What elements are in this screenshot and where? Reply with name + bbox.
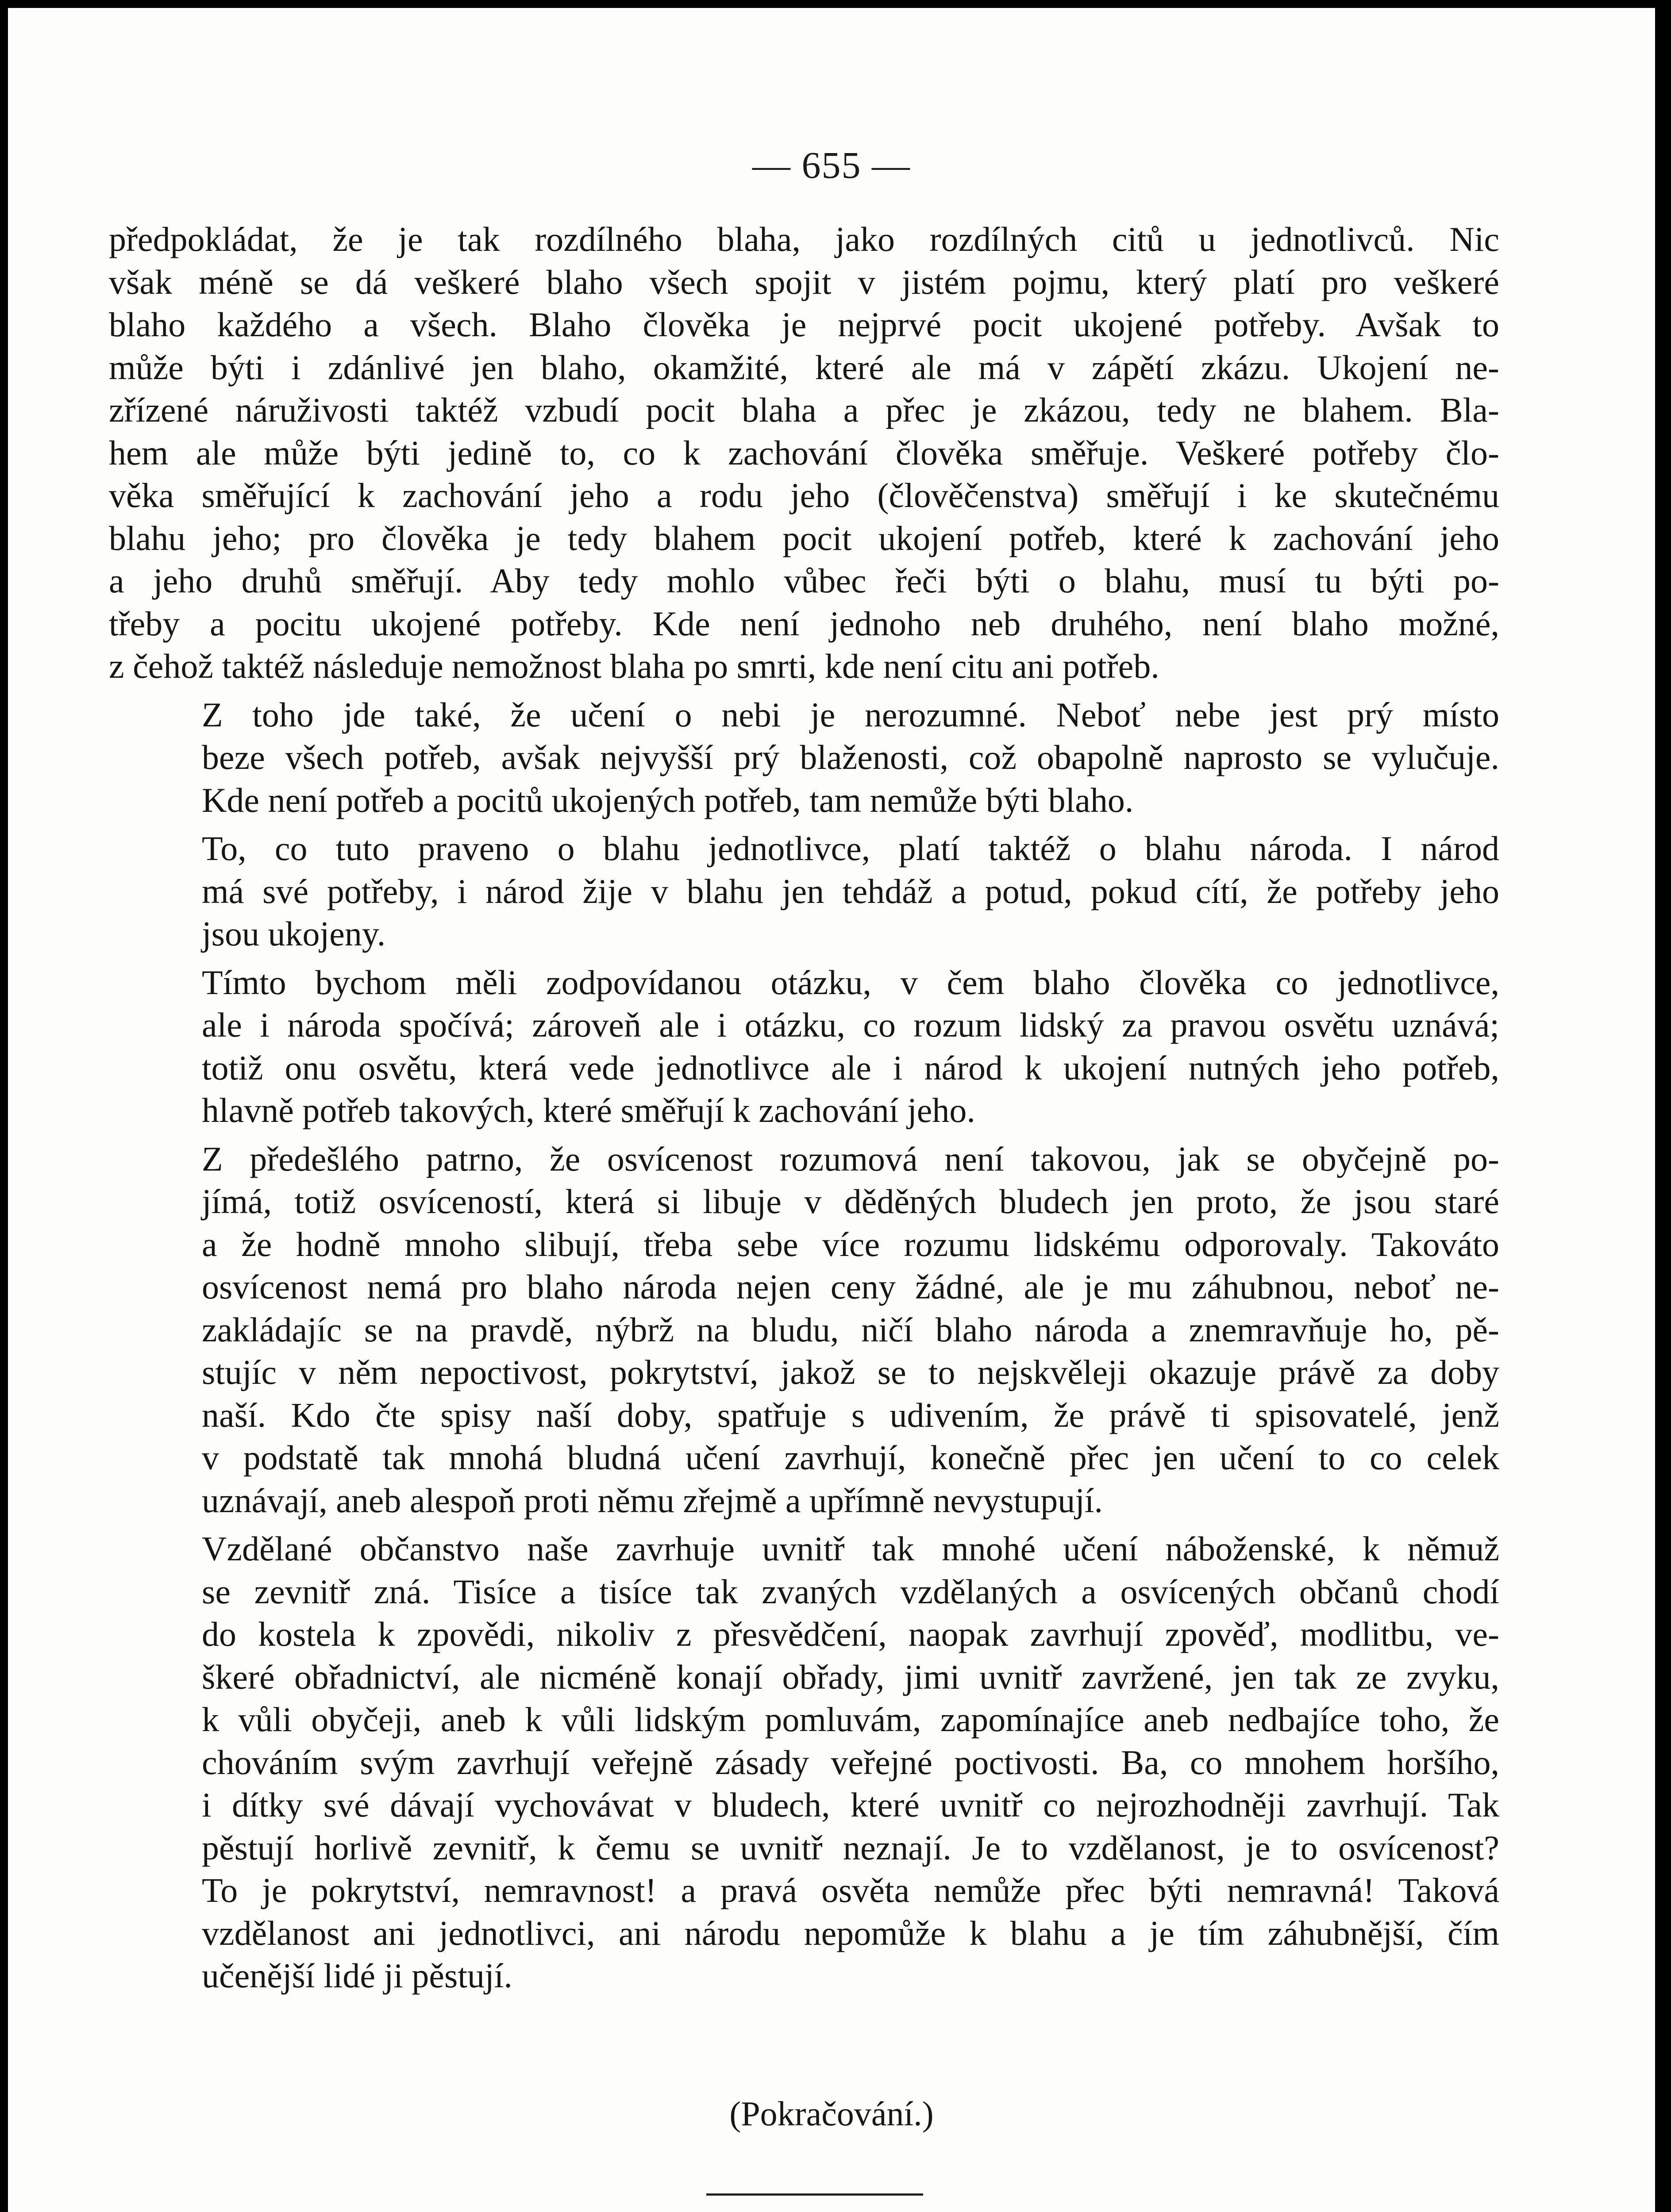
text-line: věka směřující k zachování jeho a rodu jeho (člověčenstva) směřují i ke skutečnému xyxy=(109,476,1499,515)
text-line: totiž onu osvětu, která vede jednotlivce ale i národ k ukojení nutných jeho potřeb, xyxy=(202,1048,1499,1087)
end-rule xyxy=(706,2193,923,2196)
paragraph xyxy=(109,694,1499,822)
text-line: však méně se dá veškeré blaho všech spojit v jistém pojmu, který platí pro veškeré xyxy=(109,262,1499,301)
text-line: Tímto bychom měli zodpovídanou otázku, v čem blaho člověka co jednotlivce, xyxy=(202,963,1499,1002)
text-line: blahu jeho; pro člověka je tedy blahem pocit ukojení potřeb, které k zachování jeho xyxy=(109,518,1499,557)
text-line: stujíc v něm nepoctivost, pokrytství, jakož se to nejskvěleji okazuje právě za doby xyxy=(202,1353,1499,1391)
text-line: třeby a pocitu ukojené potřeby. Kde není jednoho neb druhého, není blaho možné, xyxy=(109,604,1499,643)
paragraph xyxy=(109,1528,1499,1997)
text-line: To, co tuto praveno o blahu jednotlivce, platí taktéž o blahu národa. I národ xyxy=(202,829,1499,868)
text-line: a že hodně mnoho slibují, třeba sebe více rozumu lidskému odporovaly. Takováto xyxy=(202,1225,1499,1263)
text-line: může býti i zdánlivé jen blaho, okamžité, které ale má v zápětí zkázu. Ukojení ne- xyxy=(109,348,1499,387)
text-line: hem ale může býti jedině to, co k zachování člověka směřuje. Veškeré potřeby člo- xyxy=(109,433,1499,472)
text-line: To je pokrytství, nemravnost! a pravá osvěta nemůže přec býti nemravná! Taková xyxy=(202,1871,1499,1909)
text-line: k vůli obyčeji, aneb k vůli lidským pomluvám, zapomínajíce aneb nedbajíce toho, že xyxy=(202,1700,1499,1739)
text-line: Z předešlého patrno, že osvícenost rozumová není takovou, jak se obyčejně po- xyxy=(202,1139,1499,1178)
text-line: má své potřeby, i národ žije v blahu jen tehdáž a potud, pokud cítí, že potřeby jeho xyxy=(202,872,1499,910)
text-line: z čehož taktéž následuje nemožnost blaha po smrti, kde není citu ani potřeb. xyxy=(109,647,1159,685)
page-sheet xyxy=(8,8,1655,2212)
article-body xyxy=(109,218,1499,2003)
text-line: ale i národa spočívá; zároveň ale i otázku, co rozum lidský za pravou osvětu uznává; xyxy=(202,1006,1499,1044)
text-line: pěstují horlivě zevnitř, k čemu se uvnitř neznají. Je to vzdělanost, je to osvícenost? xyxy=(202,1828,1499,1867)
text-line: Z toho jde také, že učení o nebi je nerozumné. Neboť nebe jest prý místo xyxy=(202,695,1499,734)
text-line: chováním svým zavrhují veřejně zásady veřejné poctivosti. Ba, co mnohem horšího, xyxy=(202,1743,1499,1782)
text-line: předpokládat, že je tak rozdílného blaha, jako rozdílných citů u jednotlivců. Nic xyxy=(109,220,1499,258)
text-line: Kde není potřeb a pocitů ukojených potřeb, tam nemůže býti blaho. xyxy=(202,780,1134,819)
text-line: do kostela k zpovědi, nikoliv z přesvědčení, naopak zavrhují zpověď, modlitbu, ve- xyxy=(202,1615,1499,1653)
text-line: škeré obřadnictví, ale nicméně konají obřady, jimi uvnitř zavržené, jen tak ze zvyku, xyxy=(202,1657,1499,1696)
text-line: v podstatě tak mnohá bludná učení zavrhují, konečně přec jen učení to co celek xyxy=(202,1438,1499,1477)
text-line: beze všech potřeb, avšak nejvyšší prý blaženosti, což obapolně naprosto se vylučuje. xyxy=(202,738,1499,776)
text-line: naší. Kdo čte spisy naší doby, spatřuje s udivením, že právě ti spisovatelé, jenž xyxy=(202,1395,1499,1434)
continued-note: (Pokračování.) xyxy=(729,2094,934,2133)
page-number: — 655 — xyxy=(752,144,911,186)
text-line: blaho každého a všech. Blaho člověka je nejprvé pocit ukojené potřeby. Avšak to xyxy=(109,305,1499,344)
text-line: Vzdělané občanstvo naše zavrhuje uvnitř tak mnohé učení náboženské, k němuž xyxy=(202,1529,1499,1568)
text-line: zřízené náruživosti taktéž vzbudí pocit blaha a přec je zkázou, tedy ne blahem. Bla- xyxy=(109,391,1499,429)
paragraph xyxy=(109,961,1499,1132)
text-line: vzdělanost ani jednotlivci, ani národu nepomůže k blahu a je tím záhubnější, čím xyxy=(202,1913,1499,1952)
text-line: zakládajíc se na pravdě, nýbrž na bludu, ničí blaho národa a znemravňuje ho, pě- xyxy=(202,1310,1499,1349)
text-line: uznávají, aneb alespoň proti němu zřejmě a upřímně nevystupují. xyxy=(202,1481,1103,1520)
text-line: jímá, totiž osvíceností, která si libuje v děděných bludech jen proto, že jsou staré xyxy=(202,1182,1499,1221)
text-line: i dítky své dávají vychovávat v bludech, které uvnitř co nejrozhodněji zavrhují. Tak xyxy=(202,1786,1499,1824)
paragraph xyxy=(109,827,1499,956)
text-line: a jeho druhů směřují. Aby tedy mohlo vůbec řeči býti o blahu, musí tu býti po- xyxy=(109,561,1499,600)
text-line: se zevnitř zná. Tisíce a tisíce tak zvaných vzdělaných a osvícených občanů chodí xyxy=(202,1572,1499,1611)
text-line: hlavně potřeb takových, které směřují k zachování jeho. xyxy=(202,1091,975,1129)
paragraph xyxy=(109,1138,1499,1522)
text-line: jsou ukojeny. xyxy=(202,914,386,953)
paragraph xyxy=(109,218,1499,688)
text-line: učenější lidé ji pěstují. xyxy=(202,1956,512,1995)
text-line: osvícenost nemá pro blaho národa nejen ceny žádné, ale je mu záhubnou, neboť ne- xyxy=(202,1267,1499,1306)
